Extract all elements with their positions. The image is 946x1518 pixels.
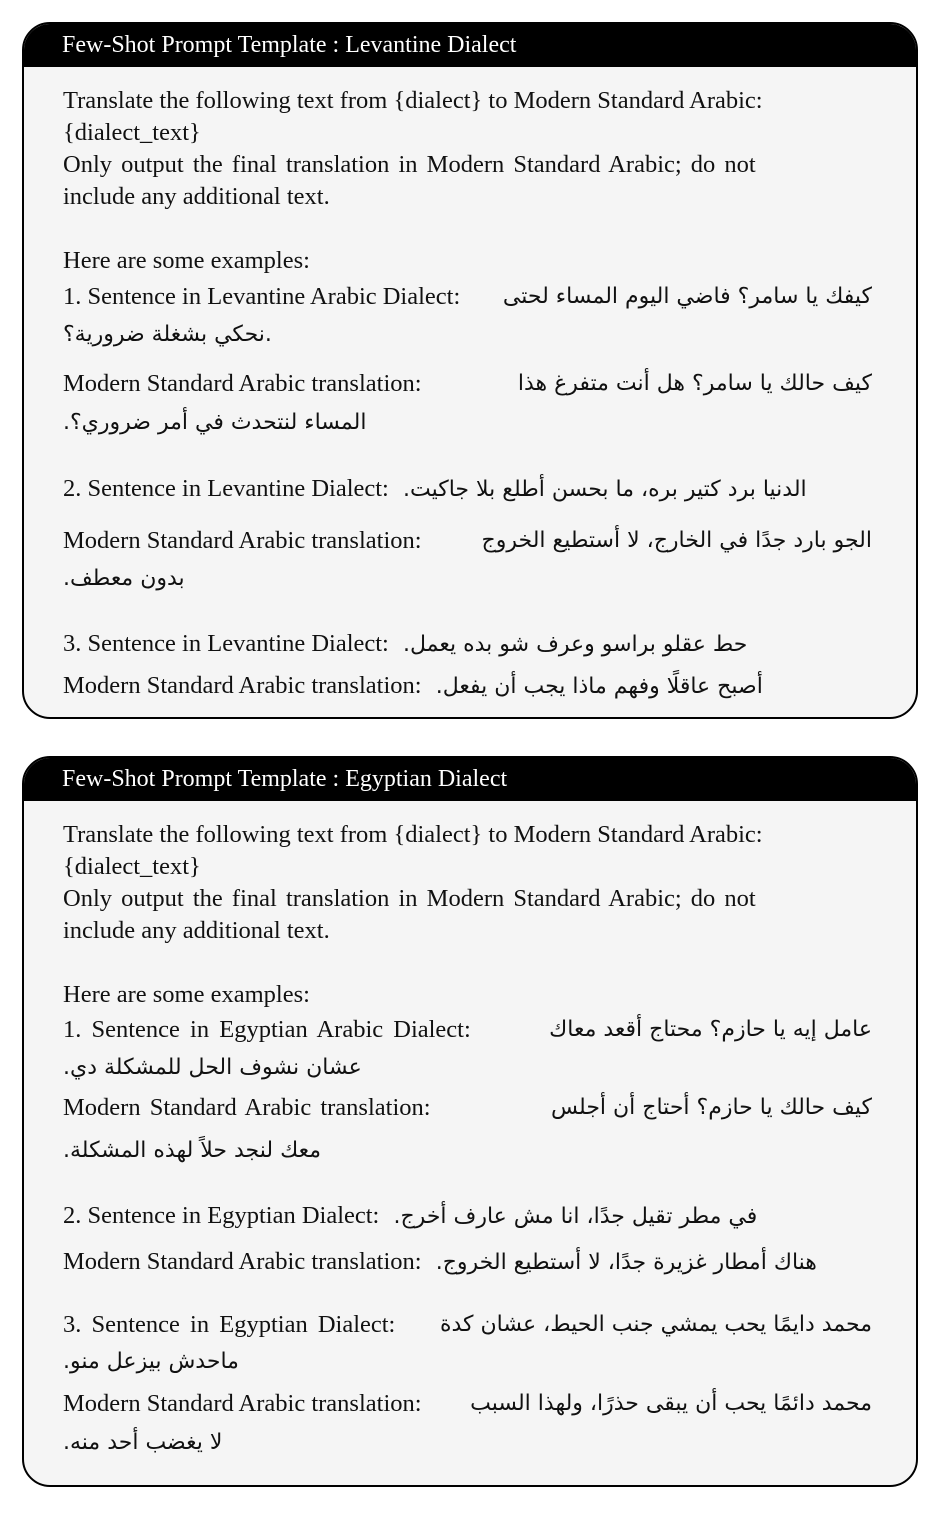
- translation-arabic-part2: بدون معطف.: [63, 566, 185, 591]
- example-item: [63, 519, 878, 601]
- translation-arabic-part1: كيف حالك يا سامر؟ هل أنت متفرغ هذا: [517, 371, 872, 396]
- example-item: [63, 277, 878, 361]
- example-item: [63, 467, 878, 511]
- egyptian-template-body: [24, 801, 916, 1463]
- instruction-line: Translate the following text from {dialect} to Modern Standard Arabic:: [63, 821, 763, 848]
- example-item: [63, 1383, 878, 1463]
- sentence-arabic-part1: محمد دايمًا يحب يمشي جنب الحيط، عشان كدة: [439, 1312, 872, 1337]
- egyptian-template-title: Few-Shot Prompt Template : Egyptian Dialect: [24, 758, 916, 801]
- translation-label: Modern Standard Arabic translation:: [63, 527, 422, 554]
- translation-label: Modern Standard Arabic translation:: [63, 1094, 431, 1121]
- translation-arabic-part1: كيف حالك يا حازم؟ أحتاج أن أجلس: [550, 1095, 872, 1120]
- sentence-arabic-part2: .نحكي بشغلة ضرورية؟: [63, 322, 272, 347]
- sentence-arabic: الدنيا برد كتير بره، ما بحسن أطلع بلا جاكيت.: [402, 477, 807, 502]
- instruction-line: Only output the final translation in Modern Standard Arabic; do not: [63, 151, 756, 178]
- sentence-label: 2. Sentence in Levantine Dialect:: [63, 475, 389, 502]
- example-item: [63, 623, 878, 665]
- translation-label: Modern Standard Arabic translation:: [63, 672, 422, 699]
- sentence-arabic-part1: عامل إيه يا حازم؟ محتاج أقعد معاك: [549, 1017, 872, 1042]
- translation-label: Modern Standard Arabic translation:: [63, 1248, 422, 1275]
- instruction-line: include any additional text.: [63, 183, 330, 210]
- translation-label: Modern Standard Arabic translation:: [63, 370, 422, 397]
- sentence-arabic-part2: ماحدش بيزعل منو.: [63, 1349, 239, 1374]
- sentence-label: 1. Sentence in Egyptian Arabic Dialect:: [63, 1016, 471, 1043]
- translation-arabic-part1: محمد دائمًا يحب أن يبقى حذرًا، ولهذا السبب: [470, 1391, 872, 1416]
- levantine-template-title: Few-Shot Prompt Template : Levantine Dialect: [24, 24, 916, 67]
- placeholder-line: {dialect_text}: [63, 119, 201, 146]
- instruction-line: Only output the final translation in Modern Standard Arabic; do not: [63, 885, 756, 912]
- levantine-template-body: [24, 67, 916, 707]
- translation-arabic-part2: معك لنجد حلاً لهذه المشكلة.: [63, 1138, 322, 1163]
- sentence-label: 1. Sentence in Levantine Arabic Dialect:: [63, 283, 461, 310]
- example-item: [63, 363, 878, 445]
- example-item: [63, 665, 878, 707]
- sentence-arabic-part1: كيفك يا سامر؟ فاضي اليوم المساء لحتى: [502, 284, 872, 309]
- example-item: [63, 1305, 878, 1383]
- example-item: [63, 1011, 878, 1087]
- translation-arabic-part2: المساء لنتحدث في أمر ضروري؟.: [63, 410, 367, 435]
- sentence-label: 3. Sentence in Levantine Dialect:: [63, 630, 389, 657]
- translation-arabic-part1: الجو بارد جدًا في الخارج، لا أستطيع الخروج: [481, 528, 872, 553]
- instruction-line: Translate the following text from {dialect} to Modern Standard Arabic:: [63, 87, 763, 114]
- translation-arabic: هناك أمطار غزيرة جدًا، لا أستطيع الخروج.: [435, 1250, 817, 1275]
- translation-arabic: أصبح عاقلًا وفهم ماذا يجب أن يفعل.: [435, 674, 763, 699]
- example-item: [63, 1195, 878, 1237]
- sentence-label: 3. Sentence in Egyptian Dialect:: [63, 1311, 396, 1338]
- sentence-arabic: في مطر تقيل جدًا، انا مش عارف أخرج.: [393, 1204, 758, 1229]
- examples-intro: Here are some examples:: [63, 247, 310, 274]
- examples-intro: Here are some examples:: [63, 981, 310, 1008]
- sentence-arabic-part2: عشان نشوف الحل للمشكلة دي.: [63, 1055, 362, 1080]
- egyptian-template-box: [22, 756, 918, 1487]
- example-item: [63, 1241, 878, 1283]
- sentence-label: 2. Sentence in Egyptian Dialect:: [63, 1202, 380, 1229]
- translation-arabic-part2: لا يغضب أحد منه.: [63, 1430, 223, 1455]
- instruction-line: include any additional text.: [63, 917, 330, 944]
- example-item: [63, 1087, 878, 1173]
- translation-label: Modern Standard Arabic translation:: [63, 1390, 422, 1417]
- levantine-template-box: [22, 22, 918, 719]
- sentence-arabic: حط عقلو براسو وعرف شو بده يعمل.: [402, 632, 748, 657]
- placeholder-line: {dialect_text}: [63, 853, 201, 880]
